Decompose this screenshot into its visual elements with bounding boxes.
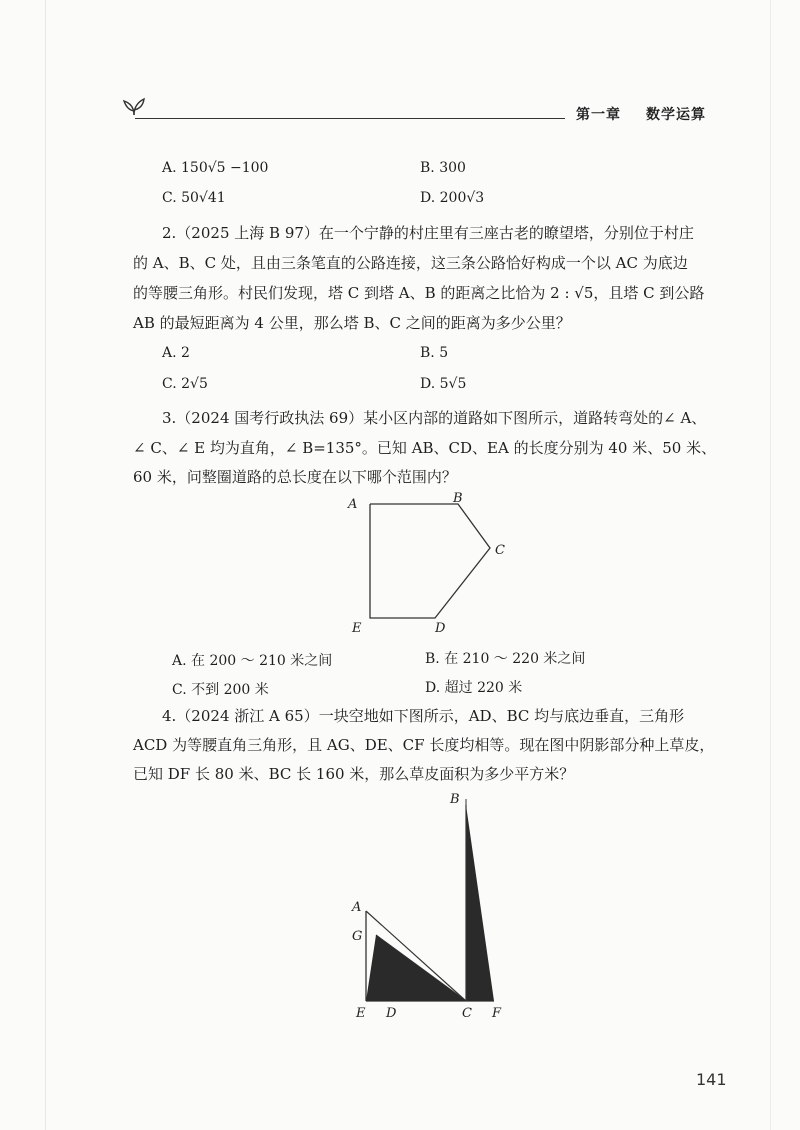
q4-shaded-triangle-left	[366, 935, 466, 1001]
q4-label-f: F	[492, 1006, 502, 1021]
header-chapter: 第一章	[576, 107, 621, 123]
scan-margin-line-left	[45, 0, 46, 1130]
q4-label-g: G	[352, 929, 363, 944]
leaf-icon	[120, 93, 148, 125]
q2-line-4: AB 的最短距离为 4 公里，那么塔 B、C 之间的距离为多少公里？	[133, 314, 571, 332]
q2-line-1: 2.（2025 上海 B 97）在一个宁静的村庄里有三座古老的瞭望塔，分别位于村庄	[162, 224, 694, 242]
q4-shaded-triangle-right	[466, 805, 494, 1001]
q4-label-d: D	[386, 1006, 397, 1021]
q3-line-2: ∠ C、∠ E 均为直角，∠ B=135°。已知 AB、CD、EA 的长度分别为 40 米、50 米、	[133, 439, 717, 457]
q3-road-outline	[370, 504, 490, 618]
q3-option-a: A. 在 200 ～ 210 米之间	[172, 653, 333, 669]
q3-road-figure	[340, 490, 520, 640]
q2-line-2: 的 A、B、C 处，且由三条笔直的公路连接，这三条公路恰好构成一个以 AC 为底边	[133, 254, 688, 272]
q4-label-c: C	[462, 1006, 472, 1021]
scan-margin-line-right	[770, 0, 771, 1130]
q4-line-3: 已知 DF 长 80 米、BC 长 160 米，那么草皮面积为多少平方米？	[133, 765, 575, 783]
q3-label-e: E	[352, 621, 362, 636]
q3-label-d: D	[435, 621, 446, 636]
q1-option-b: B. 300	[420, 160, 466, 176]
q1-option-d: D. 200√3	[420, 190, 485, 206]
q3-label-b: B	[453, 491, 463, 506]
q4-line-2: ACD 为等腰直角三角形，且 AG、DE、CF 长度均相等。现在图中阴影部分种上草皮，	[133, 736, 715, 754]
q2-option-b: B. 5	[420, 345, 449, 361]
q2-option-d: D. 5√5	[420, 376, 467, 392]
q3-option-b: B. 在 210 ～ 220 米之间	[425, 651, 586, 667]
q4-line-1: 4.（2024 浙江 A 65）一块空地如下图所示，AD、BC 均与底边垂直，三角形	[162, 707, 685, 725]
q2-line-3: 的等腰三角形。村民们发现，塔 C 到塔 A、B 的距离之比恰为 2 : √5，且塔 C 到公路	[133, 284, 705, 302]
q4-label-a: A	[352, 900, 362, 915]
q4-label-e: E	[356, 1006, 366, 1021]
q4-lawn-figure	[350, 785, 520, 1025]
q3-label-c: C	[495, 543, 505, 558]
q3-line-3: 60 米，问整圈道路的总长度在以下哪个范围内？	[133, 468, 457, 486]
header-rule	[135, 118, 565, 119]
q1-option-c: C. 50√41	[162, 190, 226, 206]
page-number: 141	[696, 1070, 727, 1089]
q3-option-d: D. 超过 220 米	[425, 680, 523, 696]
header-title: 数学运算	[646, 107, 706, 123]
q2-option-a: A. 2	[162, 345, 190, 361]
q3-label-a: A	[348, 497, 358, 512]
q3-option-c: C. 不到 200 米	[172, 682, 269, 698]
q2-option-c: C. 2√5	[162, 376, 208, 392]
q1-option-a: A. 150√5 −100	[162, 160, 269, 176]
q4-label-b: B	[450, 792, 460, 807]
q3-line-1: 3.（2024 国考行政执法 69）某小区内部的道路如下图所示，道路转弯处的∠ A、	[162, 409, 707, 427]
